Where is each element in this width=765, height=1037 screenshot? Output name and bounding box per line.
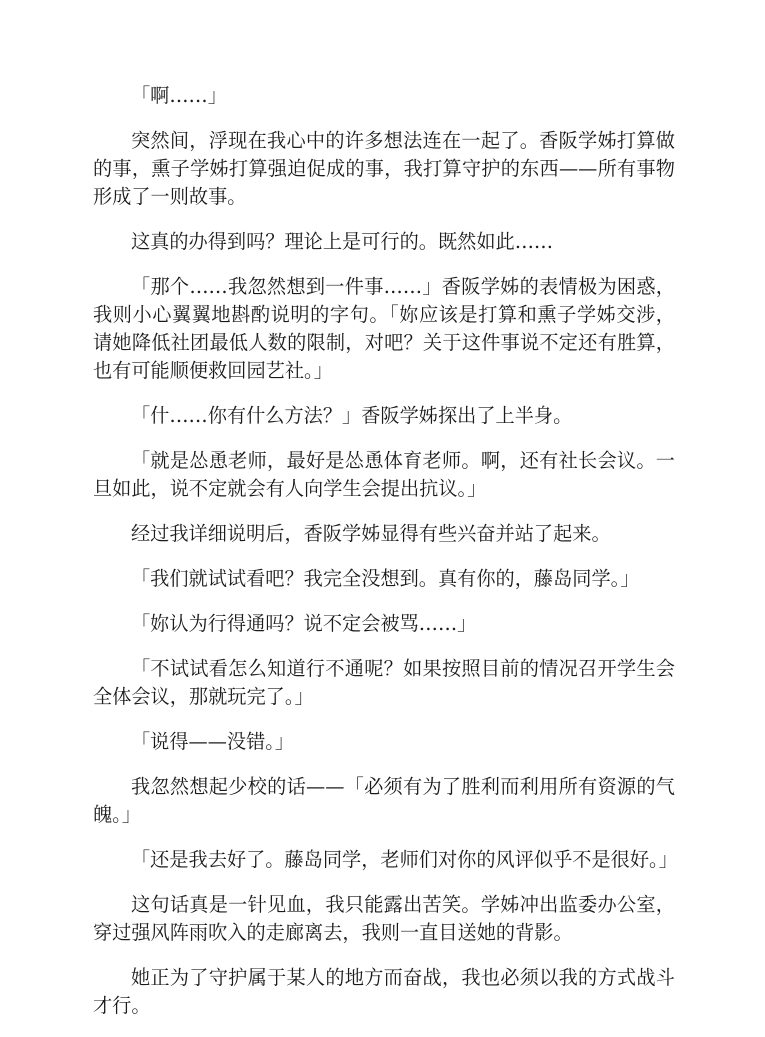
paragraph: 「什……你有什么方法？」香阪学姊探出了上半身。 — [131, 404, 573, 427]
paragraph: 「啊……」 — [131, 84, 227, 107]
paragraph: 「那个……我忽然想到一件事……」香阪学姊的表情极为困惑，我则小心翼翼地斟酌说明的字句。「妳应该是打算和熏子学姊交涉，请她降低社团最低人数的限制，对吧？关于这件事说不定还有胜算，也有可能顺便救回园艺社。」 — [93, 275, 675, 382]
paragraph: 「说得——没错。」 — [131, 730, 295, 753]
paragraph: 这句话真是一针见血，我只能露出苦笑。学姊冲出监委办公室，穿过强风阵雨吹入的走廊离去，我则一直目送她的背影。 — [93, 893, 675, 944]
paragraph: 「不试试看怎么知道行不通呢？如果按照目前的情况召开学生会全体会议，那就玩完了。」 — [93, 657, 675, 708]
paragraph: 「妳认为行得通吗？说不定会被骂……」 — [131, 612, 477, 635]
paragraph: 我忽然想起少校的话——「必须有为了胜利而利用所有资源的气魄。」 — [93, 775, 675, 826]
paragraph: 「还是我去好了。藤岛同学，老师们对你的风评似乎不是很好。」 — [131, 848, 678, 871]
paragraph: 经过我详细说明后，香阪学姊显得有些兴奋并站了起来。 — [131, 522, 611, 545]
paragraph: 这真的办得到吗？理论上是可行的。既然如此…… — [131, 230, 554, 253]
paragraph: 她正为了守护属于某人的地方而奋战，我也必须以我的方式战斗才行。 — [93, 966, 675, 1017]
paragraph: 「就是怂恿老师，最好是怂恿体育老师。啊，还有社长会议。一旦如此，说不定就会有人向学生会提出抗议。」 — [93, 449, 675, 500]
paragraph: 「我们就试试看吧？我完全没想到。真有你的，藤岛同学。」 — [131, 567, 640, 590]
page-body — [93, 82, 678, 1037]
paragraph: 突然间，浮现在我心中的许多想法连在一起了。香阪学姊打算做的事，熏子学姊打算强迫促成的事，我打算守护的东西——所有事物形成了一则故事。 — [93, 129, 675, 208]
